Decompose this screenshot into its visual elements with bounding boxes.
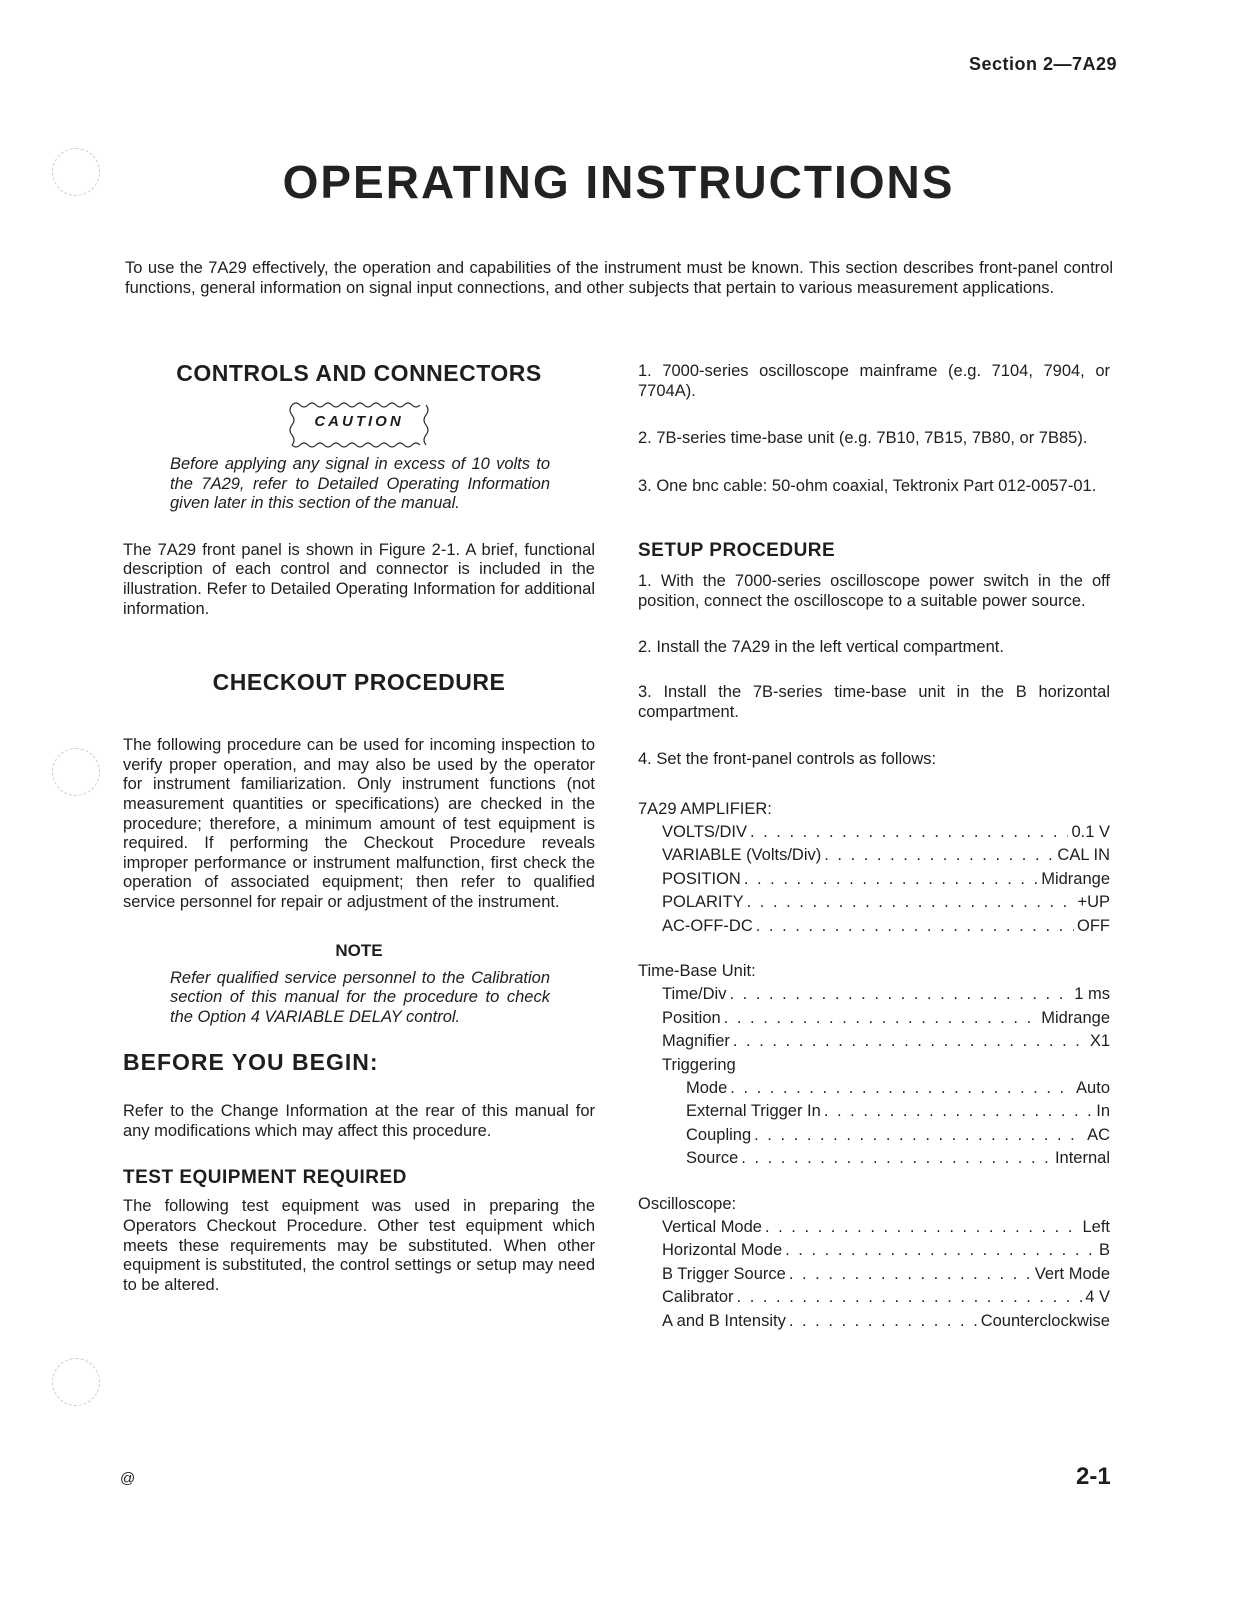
- timebase-settings: [638, 985, 1110, 1056]
- setting-row: [638, 1218, 1110, 1242]
- setting-label: A and B Intensity: [662, 1311, 786, 1330]
- setting-row: [638, 1265, 1110, 1289]
- dot-leader: [765, 1218, 1080, 1237]
- before-heading: BEFORE YOU BEGIN:: [123, 1049, 379, 1076]
- dot-leader: [730, 1079, 1073, 1098]
- footer-mark: @: [120, 1470, 136, 1487]
- setting-label: VOLTS/DIV: [662, 822, 747, 841]
- equipment-item: 2. 7B-series time-base unit (e.g. 7B10, 7B15, 7B80, or 7B85).: [638, 429, 1088, 448]
- setting-row: [638, 823, 1110, 847]
- triggering-settings: [638, 1079, 1110, 1173]
- setting-label: Position: [662, 1008, 721, 1027]
- setting-row: [638, 1126, 1110, 1150]
- setting-label: External Trigger In: [686, 1102, 821, 1121]
- setting-value: Auto: [1076, 1078, 1110, 1097]
- test-equipment-heading: TEST EQUIPMENT REQUIRED: [123, 1167, 407, 1189]
- dot-leader: [754, 1126, 1084, 1145]
- dot-leader: [756, 917, 1074, 936]
- setting-row: [638, 846, 1110, 870]
- setting-value: AC: [1087, 1125, 1110, 1144]
- timebase-group-title: Time-Base Unit:: [638, 962, 756, 981]
- caution-label: CAUTION: [314, 413, 404, 430]
- setting-label: Vertical Mode: [662, 1217, 762, 1236]
- note-label: NOTE: [335, 940, 383, 960]
- caution-text: Before applying any signal in excess of 10 volts to the 7A29, refer to Detailed Operating Information given later in this section of the manual.: [170, 455, 550, 513]
- caution-box: [284, 399, 434, 451]
- setting-value: 1 ms: [1074, 985, 1110, 1004]
- left-column: [123, 360, 595, 1295]
- setting-row: [638, 893, 1110, 917]
- setting-row: [638, 1149, 1110, 1173]
- equipment-item: 3. One bnc cable: 50-ohm coaxial, Tektronix Part 012-0057-01.: [638, 476, 1097, 495]
- setting-label: POLARITY: [662, 893, 744, 912]
- checkout-heading: CHECKOUT PROCEDURE: [212, 669, 506, 696]
- triggering-group-title: Triggering: [662, 1055, 736, 1074]
- setting-value: B: [1098, 1241, 1110, 1260]
- dot-leader: [789, 1312, 978, 1331]
- setting-label: Coupling: [686, 1125, 752, 1144]
- oscilloscope-group-title: Oscilloscope:: [638, 1194, 737, 1213]
- setting-value: X1: [1089, 1032, 1110, 1051]
- amplifier-group-title: 7A29 AMPLIFIER:: [638, 799, 772, 818]
- setting-label: AC-OFF-DC: [662, 916, 753, 935]
- setting-value: Counterclockwise: [980, 1311, 1110, 1330]
- setting-row: [638, 1032, 1110, 1056]
- setting-row: [638, 1009, 1110, 1033]
- setting-row: [638, 917, 1110, 941]
- checkout-paragraph: The following procedure can be used for incoming inspection to verify proper operation, and may also be used by the operator for instrument familiarization. Only instrument functions (not measurement quantities or specifications) are checked in the procedure; therefore, a minimum amount of test equipment is required. If performing the Checkout Procedure reveals improper performance or instrument malfunction, first check the operation of associated equipment; then refer to qualified service personnel for repair or adjustment of the instrument.: [123, 736, 595, 911]
- right-column: [638, 360, 1110, 1335]
- setting-row: [638, 985, 1110, 1009]
- setting-label: VARIABLE (Volts/Div): [662, 846, 822, 865]
- dot-leader: [724, 1009, 1039, 1028]
- setting-label: Horizontal Mode: [662, 1241, 783, 1260]
- note-text: Refer qualified service personnel to the Calibration section of this manual for the procedure to check the Option 4 VARIABLE DELAY control.: [170, 968, 550, 1026]
- setup-step: 3. Install the 7B-series time-base unit in the B horizontal compartment.: [638, 683, 1110, 721]
- dot-leader: [750, 823, 1069, 842]
- setting-row: [638, 1102, 1110, 1126]
- setting-value: CAL IN: [1057, 846, 1110, 865]
- oscilloscope-settings: [638, 1218, 1110, 1336]
- setting-value: 4 V: [1085, 1288, 1110, 1307]
- dot-leader: [824, 846, 1054, 865]
- setup-step: 2. Install the 7A29 in the left vertical compartment.: [638, 637, 1004, 656]
- setting-value: Left: [1082, 1217, 1110, 1236]
- setting-value: Midrange: [1041, 1008, 1110, 1027]
- dot-leader: [741, 1149, 1052, 1168]
- setting-row: [638, 1241, 1110, 1265]
- dot-leader: [747, 893, 1075, 912]
- dot-leader: [789, 1265, 1032, 1284]
- setup-step: 4. Set the front-panel controls as follows:: [638, 750, 937, 769]
- page-title: OPERATING INSTRUCTIONS: [282, 156, 955, 208]
- intro-paragraph: To use the 7A29 effectively, the operation and capabilities of the instrument must be known. This section describes front-panel control functions, general information on signal input connections, and other subjects that pertain to various measurement applications.: [125, 259, 1113, 297]
- setting-label: POSITION: [662, 869, 741, 888]
- equipment-item: 1. 7000-series oscilloscope mainframe (e.g. 7104, 7904, or 7704A).: [638, 362, 1110, 400]
- setting-value: Vert Mode: [1034, 1264, 1110, 1283]
- setting-label: Mode: [686, 1078, 728, 1097]
- setting-row: [638, 1288, 1110, 1312]
- page-number: 2-1: [1076, 1463, 1111, 1490]
- dot-leader: [737, 1288, 1083, 1307]
- setup-step: 1. With the 7000-series oscilloscope power switch in the off position, connect the oscilloscope to a suitable power source.: [638, 572, 1110, 610]
- dot-leader: [824, 1102, 1093, 1121]
- setting-value: 0.1 V: [1071, 822, 1110, 841]
- dot-leader: [744, 870, 1038, 889]
- setting-label: Time/Div: [662, 985, 727, 1004]
- setting-value: In: [1096, 1102, 1110, 1121]
- setting-label: Calibrator: [662, 1288, 734, 1307]
- setting-label: Magnifier: [662, 1032, 730, 1051]
- dot-leader: [729, 985, 1071, 1004]
- setting-label: Source: [686, 1149, 739, 1168]
- setting-row: [638, 870, 1110, 894]
- punch-hole-mark: [52, 1358, 100, 1406]
- test-equipment-paragraph: The following test equipment was used in preparing the Operators Checkout Procedure. Other test equipment which meets these requirements may be substituted. When other equipment is substituted, the control settings or setup may need to be altered.: [123, 1197, 595, 1294]
- setting-value: Internal: [1054, 1149, 1110, 1168]
- front-panel-paragraph: The 7A29 front panel is shown in Figure 2-1. A brief, functional description of each control and connector is included in the illustration. Refer to Detailed Operating Information for additional information.: [123, 540, 595, 618]
- setting-value: Midrange: [1041, 869, 1110, 888]
- controls-heading: CONTROLS AND CONNECTORS: [176, 360, 542, 386]
- setting-row: [638, 1312, 1110, 1336]
- setting-row: [638, 1079, 1110, 1103]
- setting-value: OFF: [1077, 916, 1110, 935]
- before-paragraph: Refer to the Change Information at the rear of this manual for any modifications which may affect this procedure.: [123, 1102, 595, 1140]
- setup-heading: SETUP PROCEDURE: [638, 540, 836, 562]
- dot-leader: [733, 1032, 1087, 1051]
- amplifier-settings: [638, 823, 1110, 941]
- setting-value: +UP: [1077, 893, 1110, 912]
- section-header: Section 2—7A29: [968, 54, 1117, 74]
- dot-leader: [785, 1241, 1096, 1260]
- setting-label: B Trigger Source: [662, 1264, 786, 1283]
- punch-hole-mark: [52, 748, 100, 796]
